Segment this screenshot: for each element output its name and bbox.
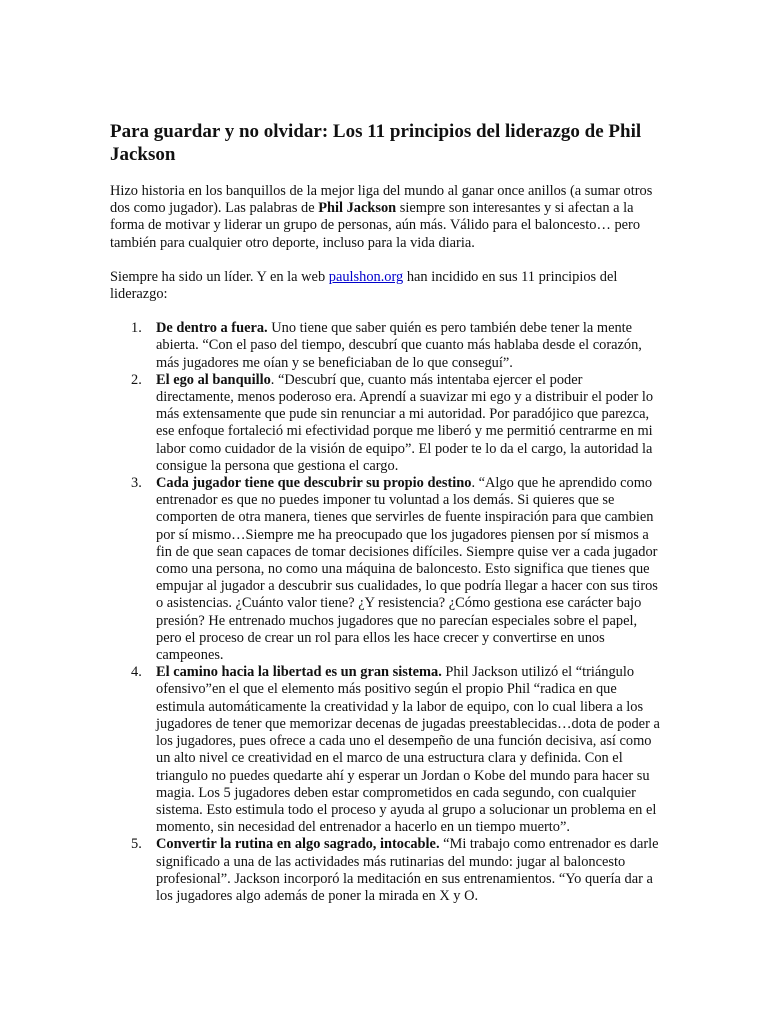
principle-item [110, 372, 662, 475]
principle-number: 1. [131, 320, 142, 337]
principle-number: 2. [131, 371, 142, 388]
principles-list [110, 320, 662, 905]
principle-body: Phil Jackson utilizó el “triángulo ofensivo”en el que el elemento más positivo según el propio Phil “radica en que estimula automáticamente la creatividad y la labor de equipo, con lo cual libera a los jugadores de tener que memorizar decenas de jugadas preestablecidas…dota de poder a los jugadores, pues ofrece a cada uno el desempeño de una función decisiva, así como un alto nivel ce creatividad en el marco de una estructura clara y definida. Con el triangulo no puedes quedarte ahí y esperar un Jordan o Kobe del mundo para hacer su magia. Los 5 jugadores deben estar comprometidos en cada segundo, con cualquier sistema. Esto estimula todo el proceso y ayuda al grupo a solucionar un problema en el momento, sin necesidad del entrenador a hacerlo en un tiempo muerto”. [156, 664, 660, 836]
principle-item [110, 664, 662, 836]
principle-body: Uno tiene que saber quién es pero también debe tener la mente abierta. “Con el paso del tiempo, descubrí que cuanto más hablaba desde el corazón, más jugadores me oían y se beneficiaban de lo que conseguí”. [156, 320, 642, 371]
document-page [110, 120, 662, 905]
source-text-after: han incidido en sus 11 principios del liderazgo: [110, 268, 618, 303]
source-text-before: Siempre ha sido un líder. Y en la web [110, 268, 329, 285]
source-paragraph [110, 269, 662, 303]
principle-item [110, 475, 662, 664]
principle-heading: Convertir la rutina en algo sagrado, intocable. [156, 836, 440, 853]
principle-number: 3. [131, 475, 142, 492]
principle-body: . “Descubrí que, cuanto más intentaba ejercer el poder directamente, menos poderoso era. Aprendí a suavizar mi ego y a distribuir el poder lo más extensamente que pude sin renunciar a mi autoridad. Por paradójico que parezca, ese enfoque fortaleció mi efectividad porque me liberó y me permitió centrarme en mi labor como cuidador de la visión de equipo”. El poder te lo da el cargo, la autoridad la consigue la persona que gestiona el cargo. [156, 371, 654, 474]
principle-item [110, 320, 662, 372]
principle-heading: El camino hacia la libertad es un gran sistema. [156, 664, 442, 681]
page-title: Para guardar y no olvidar: Los 11 principios del liderazgo de Phil Jackson [110, 121, 642, 165]
source-link[interactable]: paulshon.org [328, 268, 404, 285]
principle-body: . “Algo que he aprendido como entrenador es que no puedes imponer tu voluntad a los demás. Si quieres que se comporten de otra manera, tienes que servirles de fuente inspiración para que cambien por sí mismo…Siempre me ha preocupado que los jugadores piensen por sí mismos a fin de que sean capaces de tomar decisiones difíciles. Siempre quise ver a cada jugador como una persona, no como una máquina de baloncesto. Esto significa que tienes que empujar al jugador a descubrir sus cualidades, lo que podría llegar a hacer con sus tiros o asistencias. ¿Cuánto valor tiene? ¿Y resistencia? ¿Cómo gestiona ese carácter bajo presión? He entrenado muchos jugadores que no parecían especiales sobre el papel, pero el proceso de crear un rol para ellos les hace crecer y convertirse en unos campeones. [156, 475, 658, 664]
intro-paragraph [110, 183, 662, 252]
principle-heading: Cada jugador tiene que descubrir su propio destino [156, 475, 472, 492]
principle-heading: De dentro a fuera. [156, 320, 268, 337]
principle-item [110, 836, 662, 905]
principle-body: “Mi trabajo como entrenador es darle significado a una de las actividades más rutinarias del mundo: jugar al baloncesto profesional”. Jackson incorporó la meditación en sus entrenamientos. “Yo quería dar a los jugadores algo además de poner la mirada en X y O. [156, 836, 659, 904]
principle-number: 4. [131, 664, 142, 681]
intro-text-before: Hizo historia en los banquillos de la mejor liga del mundo al ganar once anillos (a sumar otros dos como jugador). Las palabras de [110, 183, 653, 217]
intro-text-after: siempre son interesantes y si afectan a la forma de motivar y liderar un grupo de personas, aún más. Válido para el baloncesto… pero también para cualquier otro deporte, incluso para la vida diaria. [110, 200, 641, 251]
intro-name-bold: Phil Jackson [318, 200, 397, 217]
principle-number: 5. [131, 836, 142, 853]
principle-heading: El ego al banquillo [156, 371, 271, 388]
